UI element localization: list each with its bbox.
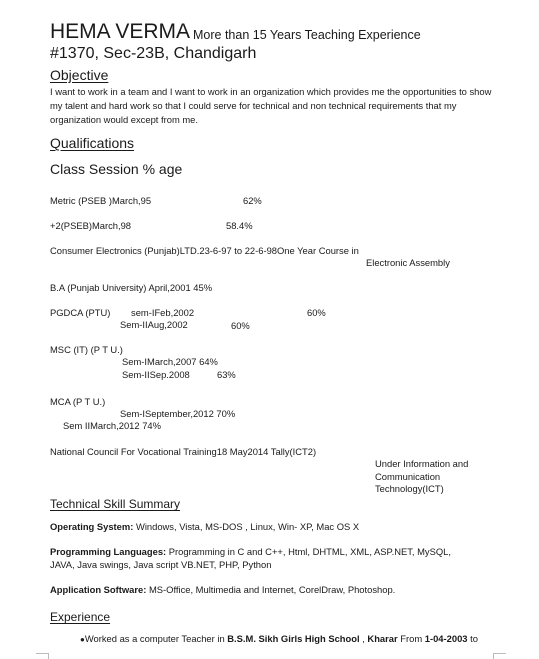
exp-from: From [397, 633, 425, 644]
pgdca-pct2: 60% [231, 320, 250, 331]
os-value: Windows, Vista, MS-DOS , Linux, Win- XP, Mac OS X [133, 521, 360, 532]
pgdca-sem1: sem-IFeb,2002 [131, 307, 195, 318]
msc-sem2: Sem-IISep.2008 [122, 369, 190, 380]
app-label: Application Software: [50, 584, 147, 595]
objective-heading: Objective [50, 67, 109, 83]
os-row [50, 521, 359, 532]
ncvt-label-2: Under Information and Communication Technology(ICT) [375, 458, 469, 494]
app-row [50, 584, 395, 595]
pl-label: Programming Languages: [50, 546, 167, 557]
exp-school: B.S.M. Sikh Girls High School [227, 633, 360, 644]
metric-label: Metric (PSEB )March,95 [50, 195, 152, 206]
os-label: Operating System: [50, 521, 134, 532]
exp-mid: , [359, 633, 368, 644]
msc-sem1: Sem-IMarch,2007 64% [122, 356, 218, 367]
mca-sem2: Sem IIMarch,2012 74% [63, 420, 161, 431]
page-corner-mark-right [493, 653, 506, 659]
plus2-percent: 58.4% [226, 220, 253, 231]
objective-text: I want to work in a team and I want to work in an organization which provides me the opportunities to show my talent and hard work so that I could serve for technical and non technical requirements that my organization would except from me. [50, 86, 492, 125]
pl-value: Programming in C and C++, Html, DHTML, XML, ASP.NET, MySQL, JAVA, Java swings, Java script VB.NET, PHP, Python [50, 546, 451, 570]
mca-label: MCA (P T U.) [50, 396, 106, 407]
ba-label: B.A (Punjab University) April,2001 45% [50, 282, 213, 293]
experience-tagline: More than 15 Years Teaching Experience [193, 28, 421, 42]
qualifications-subheading: Class Session % age [50, 161, 183, 177]
exp-pre: Worked as a computer Teacher in [84, 633, 228, 644]
app-value: MS-Office, Multimedia and Internet, CorelDraw, Photoshop. [146, 584, 396, 595]
exp-date: 1-04-2003 [424, 633, 468, 644]
mca-sem1: Sem-ISeptember,2012 70% [120, 408, 236, 419]
ce-label: Consumer Electronics (Punjab)LTD.23-6-97 to 22-6-98One Year Course in [50, 245, 359, 256]
pgdca-sem2: Sem-IIAug,2002 [120, 319, 188, 330]
ncvt-label: National Council For Vocational Training18 May2014 Tally(ICT2) [50, 446, 317, 457]
plus2-label: +2(PSEB)March,98 [50, 220, 132, 231]
ce-label-2: Electronic Assembly [366, 257, 450, 268]
pgdca-label: PGDCA (PTU) [50, 307, 111, 318]
candidate-name: HEMA VERMA [50, 20, 191, 43]
experience-item [80, 633, 478, 644]
skills-heading: Technical Skill Summary [50, 497, 181, 511]
pgdca-pct1: 60% [307, 307, 326, 318]
bullet: ● [80, 635, 85, 644]
experience-heading: Experience [50, 610, 111, 624]
qualifications-heading: Qualifications [50, 135, 135, 151]
msc-pct2: 63% [217, 369, 236, 380]
page-corner-mark-left [36, 653, 49, 659]
pl-row [50, 546, 470, 571]
metric-percent: 62% [243, 195, 262, 206]
exp-to: to [467, 633, 478, 644]
msc-label: MSC (IT) (P T U.) [50, 344, 123, 355]
exp-town: Kharar [367, 633, 398, 644]
address: #1370, Sec-23B, Chandigarh [50, 45, 257, 62]
